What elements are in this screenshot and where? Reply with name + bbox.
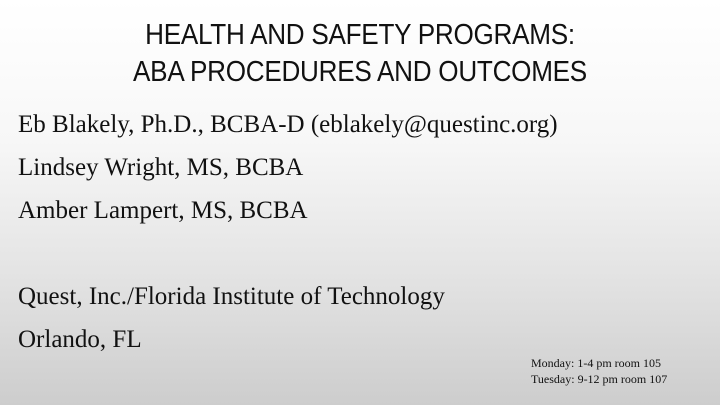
spacer bbox=[18, 232, 708, 275]
presenter-eb-blakely: Eb Blakely, Ph.D., BCBA-D (eblakely@questinc.org) bbox=[18, 111, 558, 138]
schedule-monday: Monday: 1-4 pm room 105 bbox=[531, 356, 661, 370]
presenter-lindsey-wright: Lindsey Wright, MS, BCBA bbox=[18, 154, 304, 181]
title-line-2: ABA PROCEDURES AND OUTCOMES bbox=[133, 56, 587, 88]
title-line-1: HEALTH AND SAFETY PROGRAMS: bbox=[145, 19, 575, 51]
presenter-amber-lampert: Amber Lampert, MS, BCBA bbox=[18, 197, 308, 224]
organization: Quest, Inc./Florida Institute of Technology bbox=[18, 283, 445, 310]
slide-body bbox=[18, 103, 708, 361]
location: Orlando, FL bbox=[18, 326, 142, 353]
slide-title bbox=[36, 17, 684, 91]
schedule-tuesday: Tuesday: 9-12 pm room 107 bbox=[531, 372, 668, 386]
schedule-note bbox=[531, 355, 667, 387]
